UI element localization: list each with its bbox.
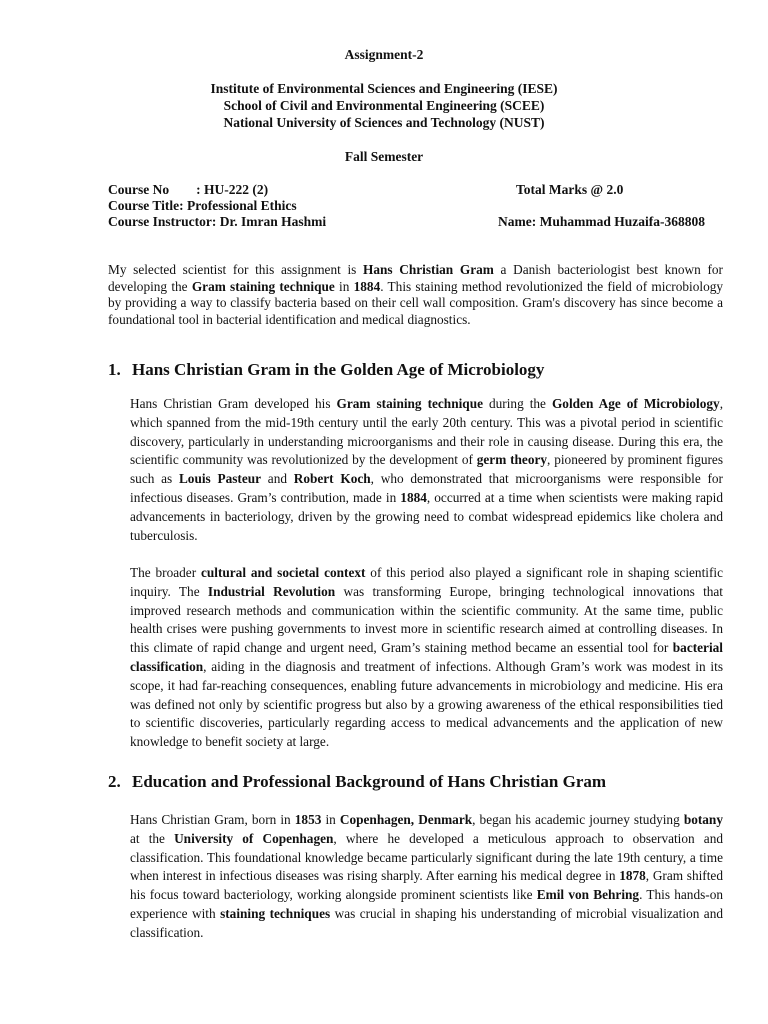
section-1-number: 1. [108,360,121,379]
section-1-heading [108,360,544,380]
section-1-paragraph-1: Hans Christian Gram developed his Gram staining technique during the Golden Age of Microbiology, which spanned from the mid-19th century until the early 20th century. This was a pivotal period in scientific discovery, particularly in understanding microorganisms and their role in causing disease. During this era, the scientific community was revolutionized by the development of germ theory, pioneered by prominent figures such as Louis Pasteur and Robert Koch, who demonstrated that microorganisms were responsible for infectious diseases. Gram’s contribution, made in 1884, occurred at a time when scientists were making rapid advancements in bacteriology, driven by the growing need to combat widespread epidemics like cholera and tuberculosis. [130,396,724,543]
student-name: Name: Muhammad Huzaifa-368808 [498,214,705,229]
section-2-number: 2. [108,772,121,791]
section-1-paragraph-2: The broader cultural and societal context of this period also played a significant role in shaping scientific inquiry. The Industrial Revolution was transforming Europe, bringing technological innovations that improved research methods and communication within the scientific community. At the same time, public health crises were pushing governments to invest more in scientific research aimed at controlling diseases. In this climate of rapid change and urgent need, Gram’s staining method became an essential tool for bacterial classification, aiding in the diagnosis and treatment of infections. Although Gram’s work was modest in its scope, it had far-reaching consequences, enabling future advancements in microbiology and medicine. His era was defined not only by scientific progress but also by a growing awareness of the ethical responsibilities tied to scientific discoveries, particularly regarding access to medical advancements and the application of new knowledge to benefit society at large. [130,565,724,750]
school-name: School of Civil and Environmental Engineering (SCEE) [223,98,545,113]
course-number: Course No : HU-222 (2) [108,182,269,197]
institute-name: Institute of Environmental Sciences and Engineering (IESE) [210,81,558,96]
intro-paragraph: My selected scientist for this assignment is Hans Christian Gram a Danish bacteriologist best known for developing the Gram staining technique in 1884. This staining method revolutionized the field of microbiology by providing a way to classify bacteria based on their cell wall composition. Gram's discovery has since become a foundational tool in bacterial identification and medical diagnostics. [108,262,724,327]
section-2-paragraph-1: Hans Christian Gram, born in 1853 in Copenhagen, Denmark, began his academic journey studying botany at the University of Copenhagen, where he developed a meticulous approach to observation and classification. This foundational knowledge became particularly significant during the late 19th century, a time when interest in infectious diseases was rising sharply. After earning his medical degree in 1878, Gram shifted his focus toward bacteriology, working alongside prominent scientists like Emil von Behring. This hands-on experience with staining techniques was crucial in shaping his understanding of microbial visualization and classification. [130,812,723,940]
course-instructor: Course Instructor: Dr. Imran Hashmi [108,214,327,229]
section-1-title: Hans Christian Gram in the Golden Age of Microbiology [132,360,545,379]
semester: Fall Semester [344,149,424,164]
assignment-title: Assignment-2 [344,47,424,62]
university-name: National University of Sciences and Technology (NUST) [223,115,545,130]
course-title: Course Title: Professional Ethics [108,198,297,213]
section-2-heading [108,772,606,792]
section-2-title: Education and Professional Background of Hans Christian Gram [132,772,607,791]
total-marks: Total Marks @ 2.0 [516,182,624,197]
